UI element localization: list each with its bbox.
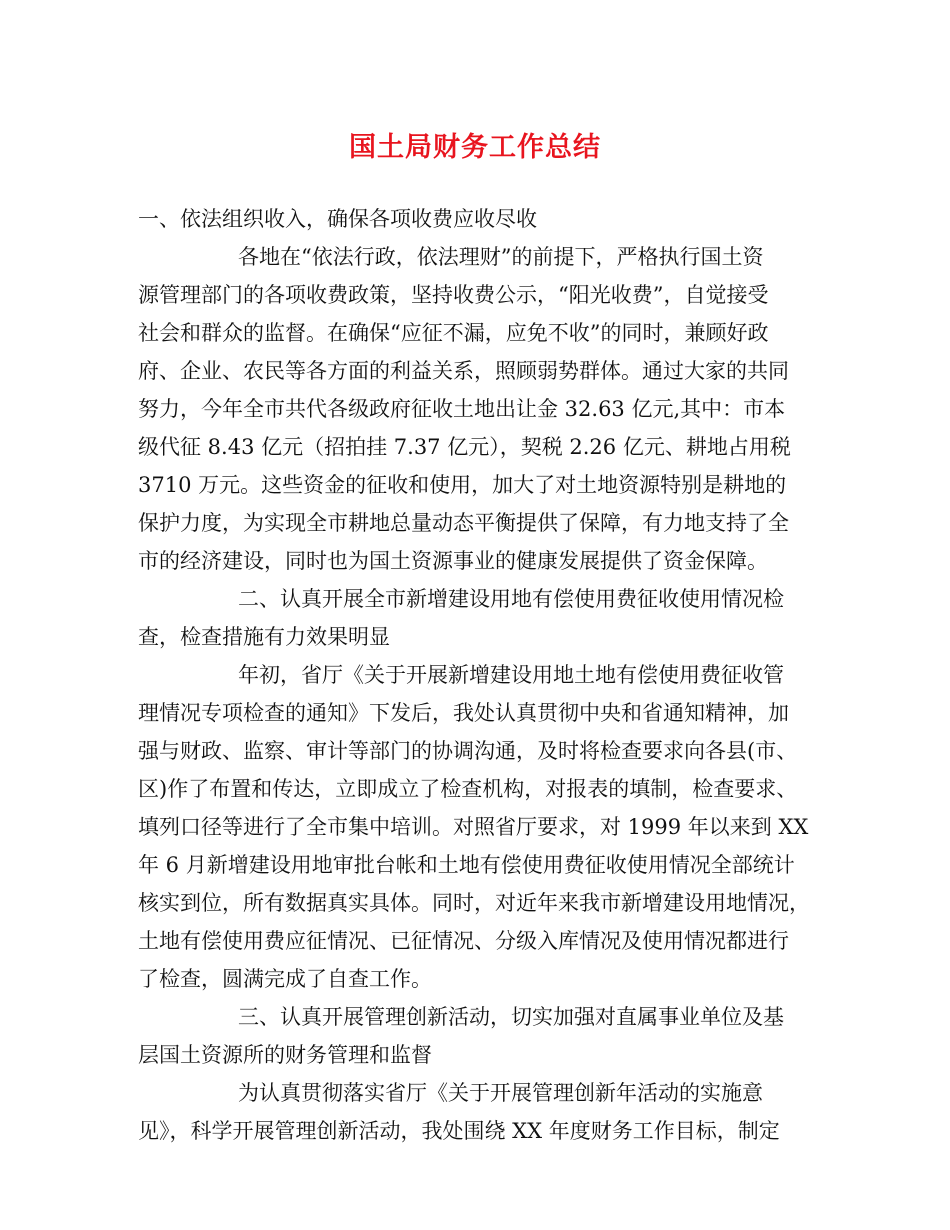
text-line: 理情况专项检查的通知》下发后，我处认真贯彻中央和省通知精神，加 [138,701,789,725]
text-line: 一、依法组织收入，确保各项收费应收尽收 [138,207,537,231]
text-line: 源管理部门的各项收费政策，坚持收费公示，“阳光收费”，自觉接受 [138,283,769,307]
text-line: 见》，科学开展管理创新活动，我处围绕 XX 年度财务工作目标，制定 [138,1119,780,1143]
text-line: 保护力度，为实现全市耕地总量动态平衡提供了保障，有力地支持了全 [138,511,789,535]
text-line: 二、认真开展全市新增建设用地有偿使用费征收使用情况检 [238,587,784,611]
text-line: 年初，省厅《关于开展新增建设用地土地有偿使用费征收管 [238,663,784,687]
text-line: 查，检查措施有力效果明显 [138,625,390,649]
document-body [138,200,824,1150]
text-line: 社会和群众的监督。在确保“应征不漏，应免不收”的同时，兼顾好政 [138,321,769,345]
text-line: 了检查，圆满完成了自查工作。 [138,967,432,991]
text-line: 努力，今年全市共代各级政府征收土地出让金 32.63 亿元,其中：市本 [138,397,786,421]
text-line: 核实到位，所有数据真实具体。同时，对近年来我市新增建设用地情况， [138,891,810,915]
text-line: 3710 万元。这些资金的征收和使用，加大了对土地资源特别是耕地的 [138,473,787,497]
text-line: 年 6 月新增建设用地审批台帐和土地有偿使用费征收使用情况全部统计 [138,853,795,877]
document-title: 国土局财务工作总结 [349,132,601,163]
text-line: 各地在“依法行政，依法理财”的前提下，严格执行国土资 [238,245,764,269]
text-line: 强与财政、监察、审计等部门的协调沟通，及时将检查要求向各县(市、 [138,739,798,763]
text-line: 土地有偿使用费应征情况、已征情况、分级入库情况及使用情况都进行 [138,929,789,953]
text-line: 级代征 8.43 亿元（招拍挂 7.37 亿元），契税 2.26 亿元、耕地占用税 [138,435,791,459]
text-line: 填列口径等进行了全市集中培训。对照省厅要求，对 1999 年以来到 XX [138,815,809,839]
text-line: 层国土资源所的财务管理和监督 [138,1043,432,1067]
text-line: 为认真贯彻落实省厅《关于开展管理创新年活动的实施意 [238,1081,763,1105]
text-line: 府、企业、农民等各方面的利益关系，照顾弱势群体。通过大家的共同 [138,359,789,383]
text-line: 三、认真开展管理创新活动，切实加强对直属事业单位及基 [238,1005,784,1029]
text-line: 市的经济建设，同时也为国土资源事业的健康发展提供了资金保障。 [138,549,768,573]
text-line: 区)作了布置和传达，立即成立了检查机构，对报表的填制，检查要求、 [138,777,798,801]
